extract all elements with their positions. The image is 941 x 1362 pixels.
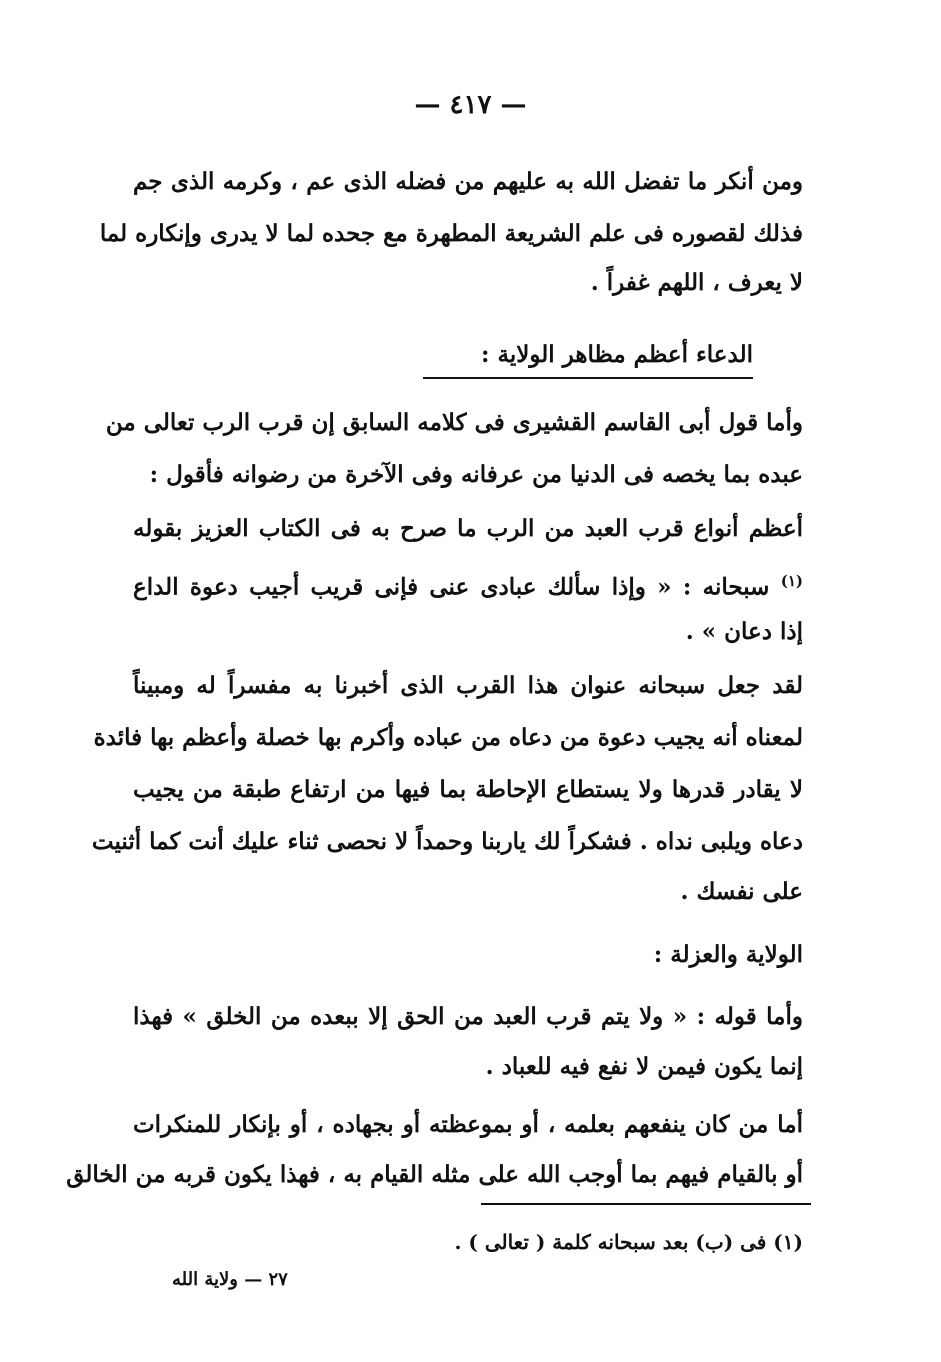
text-line: لمعناه أنه يجيب دعوة من دعاه من عباده وأكرم بها خصلة وأعظم بها فائدة <box>93 724 803 751</box>
footnote: (١) فى (ب) بعد سبحانه كلمة ( تعالى ) . <box>454 1230 803 1254</box>
text-line: أعظم أنواع قرب العبد من الرب ما صرح به فى الكتاب العزيز بقوله <box>133 515 803 542</box>
text-line: وأما قوله : « ولا يتم قرب العبد من الحق إلا ببعده من الخلق » فهذا <box>133 1003 803 1030</box>
heading-underline <box>423 377 753 379</box>
signature-line: ٢٧ — ولاية الله <box>172 1269 288 1290</box>
text-line: أما من كان ينفعهم بعلمه ، أو بموعظته أو بجهاده ، أو بإنكار للمنكرات <box>133 1111 803 1138</box>
text-line-content: سبحانه : « وإذا سألك عبادى عنى فإنى قريب أجيب دعوة الداع <box>133 573 770 601</box>
section-heading: الولاية والعزلة : <box>653 941 803 968</box>
text-line: عبده بما يخصه فى الدنيا من عرفانه وفى الآخرة من رضوانه فأقول : <box>149 461 803 488</box>
text-line: لقد جعل سبحانه عنوان هذا القرب الذى أخبرنا به مفسراً له ومبيناً <box>133 672 803 699</box>
text-line <box>133 566 803 603</box>
text-line: إذا دعان » . <box>685 618 803 645</box>
text-line: على نفسك . <box>680 878 803 905</box>
text-line: لا يقادر قدرها ولا يستطاع الإحاطة بما فيها من ارتفاع طبقة من يجيب <box>133 776 803 803</box>
text-line: وأما قول أبى القاسم القشيرى فى كلامه السابق إن قرب الرب تعالى من <box>105 409 803 436</box>
text-line: دعاه ويلبى نداه . فشكراً لك ياربنا وحمداً لا نحصى ثناء عليك أنت كما أثنيت <box>91 828 803 855</box>
section-heading: الدعاء أعظم مظاهر الولاية : <box>481 341 753 368</box>
page-number: — ٤١٧ — <box>414 90 527 120</box>
text-line: إنما يكون فيمن لا نفع فيه للعباد . <box>485 1053 803 1080</box>
footnote-marker: (١) <box>780 572 804 590</box>
footnote-divider <box>481 1203 811 1205</box>
text-line: ومن أنكر ما تفضل الله به عليهم من فضله الذى عم ، وكرمه الذى جم <box>133 168 803 195</box>
text-line: لا يعرف ، اللهم غفراً . <box>590 269 803 296</box>
text-line: فذلك لقصوره فى علم الشريعة المطهرة مع جحده لما لا يدرى وإنكاره لما <box>99 220 803 247</box>
text-line: أو بالقيام فيهم بما أوجب الله على مثله القيام به ، فهذا يكون قربه من الخالق <box>66 1161 803 1188</box>
